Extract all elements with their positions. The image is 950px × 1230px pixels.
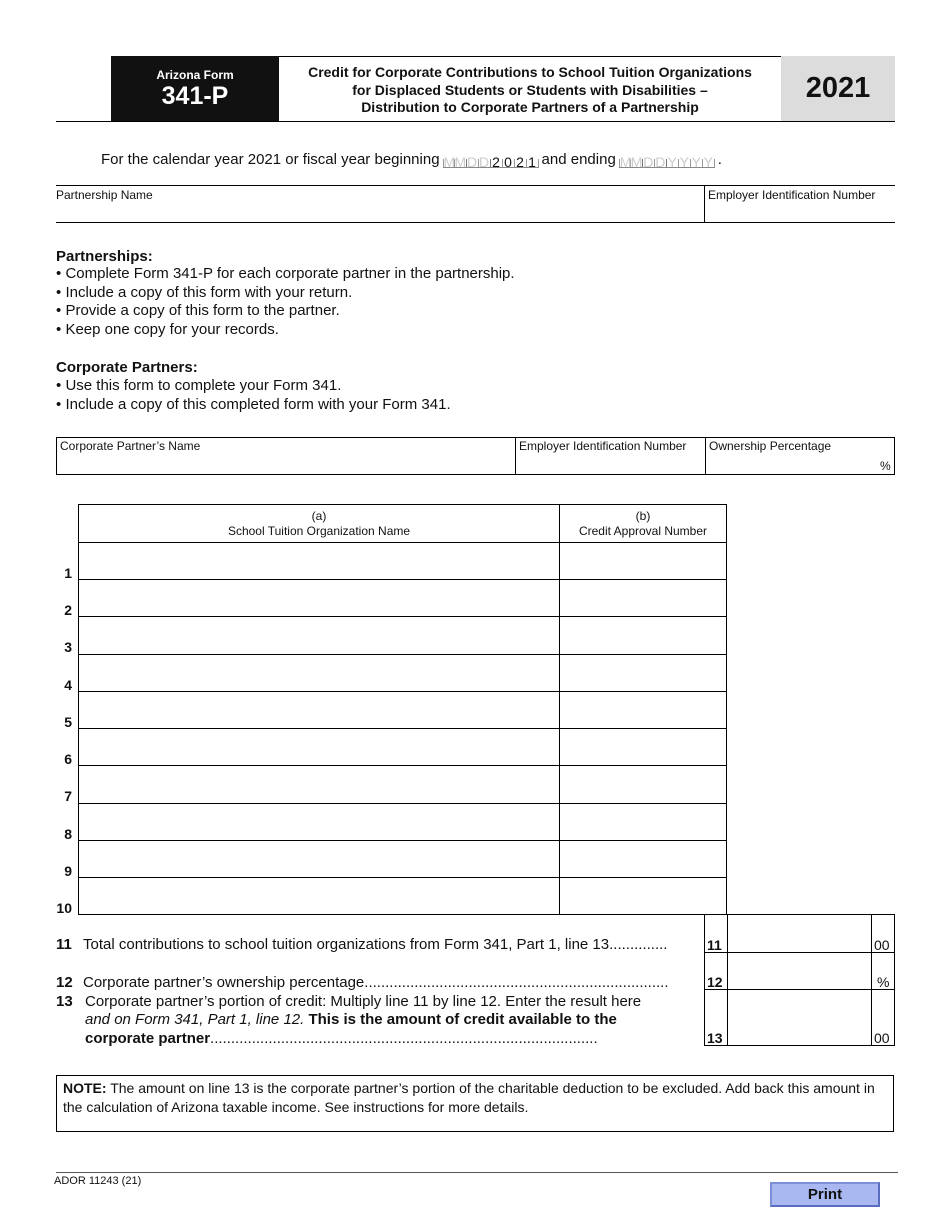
begin-year-4: 1	[527, 159, 539, 167]
line-12-dots: .........................................................................	[364, 974, 669, 991]
line-12-percent-input[interactable]	[728, 953, 870, 988]
line-13-bold-end: corporate partner	[85, 1030, 211, 1047]
row-number: 4	[64, 677, 72, 693]
begin-year-3: 2	[515, 159, 527, 167]
cp-divider-2	[705, 438, 706, 475]
cp-ein-field[interactable]	[519, 439, 703, 473]
line-13-italic: and on Form 341, Part 1, line 12.	[85, 1011, 305, 1028]
list-item-text: Use this form to complete your Form 341.	[65, 377, 342, 394]
corporate-heading: Corporate Partners:	[56, 359, 198, 376]
end-day-1: D	[643, 153, 654, 170]
row-number: 1	[64, 565, 72, 581]
line-12-label	[83, 974, 690, 991]
list-item-text: Keep one copy for your records.	[65, 321, 279, 339]
end-year-1: Y	[667, 153, 677, 170]
row-7-org-input[interactable]	[79, 765, 558, 802]
calendar-prefix: For the calendar year 2021 or fiscal year beginning	[101, 151, 440, 168]
line-12-text: Corporate partner’s ownership percentage	[83, 974, 365, 991]
partnership-top-rule	[56, 185, 895, 186]
cp-percent-sign: %	[880, 459, 891, 473]
begin-month-2: M	[454, 153, 467, 170]
calendar-suffix: .	[717, 151, 722, 168]
line-11-dots: ..............	[609, 936, 668, 953]
row-8-approval-input[interactable]	[560, 803, 726, 839]
cp-divider-1	[515, 438, 516, 475]
list-item	[56, 302, 515, 321]
corporate-list	[56, 377, 451, 414]
form-id: ADOR 11243 (21)	[54, 1175, 142, 1187]
list-item	[56, 265, 515, 284]
line-12-box-number: 12	[707, 974, 723, 990]
row-2-org-input[interactable]	[79, 579, 558, 615]
end-month-2: M	[630, 153, 643, 170]
print-button[interactable]: Print	[770, 1182, 880, 1207]
title-line-3: Distribution to Corporate Partners of a Partnership	[361, 99, 699, 115]
row-number: 5	[64, 714, 72, 730]
line-11-amount-input[interactable]	[728, 915, 870, 951]
line-11-number: 11	[56, 936, 72, 953]
partnerships-list	[56, 265, 515, 340]
begin-year-1: 2	[491, 159, 503, 167]
cp-ein-label: Employer Identification Number	[519, 439, 687, 453]
amount-rule-13	[704, 1045, 895, 1046]
begin-day-1: D	[466, 153, 478, 170]
form-label: Arizona Form	[156, 68, 234, 82]
amount-col-cents	[871, 914, 872, 1045]
calendar-middle: and ending	[541, 151, 616, 168]
row-3-approval-input[interactable]	[560, 616, 726, 653]
bullet: •	[56, 395, 62, 413]
col-b-title: Credit Approval Number	[578, 524, 708, 538]
list-item-text: Include a copy of this completed form with your Form 341.	[65, 395, 451, 413]
bullet: •	[56, 321, 62, 339]
col-a-header	[79, 509, 559, 539]
row-10-org-input[interactable]	[79, 877, 558, 914]
line-13-cents: 00	[874, 1030, 890, 1046]
amount-col-left	[704, 914, 705, 1045]
bullet: •	[56, 265, 62, 282]
bullet: •	[56, 283, 62, 301]
row-7-approval-input[interactable]	[560, 765, 726, 802]
line-13-number: 13	[56, 993, 73, 1010]
end-day-2: D	[655, 153, 666, 170]
partnership-bottom-rule	[56, 222, 895, 223]
partnerships-heading: Partnerships:	[56, 248, 153, 265]
corporate-partner-box	[56, 437, 895, 475]
row-1-org-input[interactable]	[79, 542, 558, 578]
line-11-text: Total contributions to school tuition organizations from Form 341, Part 1, line 13	[83, 936, 610, 953]
line-13-text-3	[85, 1030, 690, 1047]
row-3-org-input[interactable]	[79, 616, 558, 653]
line-13-amount-input[interactable]	[728, 990, 870, 1044]
list-item	[56, 377, 451, 396]
begin-month-1: M	[443, 153, 456, 170]
row-10-approval-input[interactable]	[560, 877, 726, 914]
list-item	[56, 396, 451, 415]
partnership-name-field[interactable]	[56, 188, 696, 220]
row-6-org-input[interactable]	[79, 728, 558, 764]
end-year-4: Y	[703, 153, 713, 170]
row-number: 3	[64, 639, 72, 655]
row-4-org-input[interactable]	[79, 654, 558, 690]
form-number: 341-P	[161, 82, 229, 110]
cp-ownership-field[interactable]	[709, 439, 893, 473]
col-b-letter: (b)	[635, 509, 651, 523]
row-4-approval-input[interactable]	[560, 654, 726, 690]
line-11-box-number: 11	[707, 937, 722, 953]
list-item	[56, 284, 515, 303]
header-divider	[56, 121, 895, 122]
row-1-approval-input[interactable]	[560, 542, 726, 578]
title-line-1: Credit for Corporate Contributions to School Tuition Organizations	[308, 64, 752, 80]
line-13-text-1: Corporate partner’s portion of credit: Multiply line 11 by line 12. Enter the result here	[85, 993, 642, 1010]
begin-date-field[interactable]	[443, 152, 539, 168]
bullet: •	[56, 302, 62, 320]
list-item-text: Include a copy of this form with your return.	[65, 283, 353, 301]
begin-day-2: D	[478, 153, 490, 170]
row-2-approval-input[interactable]	[560, 579, 726, 615]
form-title	[279, 56, 781, 121]
row-number: 7	[64, 788, 72, 804]
col-a-title: School Tuition Organization Name	[227, 524, 411, 538]
line-13-bold: This is the amount of credit available to the	[304, 1011, 617, 1028]
end-month-1: M	[619, 153, 632, 170]
cp-name-label: Corporate Partner’s Name	[60, 439, 201, 453]
calendar-line	[101, 151, 722, 168]
line-12-number: 12	[56, 974, 73, 991]
line-13-text-2	[85, 1011, 617, 1028]
line-11-cents: 00	[874, 937, 890, 953]
tax-year: 2021	[781, 56, 895, 121]
begin-year-2: 0	[503, 159, 515, 167]
col-a-letter: (a)	[311, 509, 327, 523]
row-9-org-input[interactable]	[79, 840, 558, 876]
note-box	[56, 1075, 894, 1132]
cp-ownership-label: Ownership Percentage	[709, 439, 832, 453]
line-13-dots: .............................................................................................	[210, 1030, 598, 1047]
row-5-org-input[interactable]	[79, 691, 558, 727]
end-year-3: Y	[691, 153, 701, 170]
partnership-divider	[704, 185, 705, 222]
line-11-label	[83, 936, 690, 953]
row-number: 2	[64, 602, 72, 618]
bullet: •	[56, 377, 62, 394]
cp-name-field[interactable]	[60, 439, 510, 473]
amount-col-right	[894, 914, 895, 1045]
partnership-ein-field[interactable]	[708, 188, 894, 220]
row-number: 9	[64, 863, 72, 879]
note-label: NOTE:	[63, 1080, 107, 1096]
row-number: 6	[64, 751, 72, 767]
row-6-approval-input[interactable]	[560, 728, 726, 764]
list-item-text: Provide a copy of this form to the partner.	[65, 302, 340, 320]
row-9-approval-input[interactable]	[560, 840, 726, 876]
partnership-ein-label: Employer Identification Number	[708, 188, 876, 202]
title-line-2: for Displaced Students or Students with Disabilities –	[352, 81, 708, 98]
note-text: The amount on line 13 is the corporate partner’s portion of the charitable deduction to be excluded. Add back this amount in the calculation of Arizona taxable income. See instructions for more details.	[63, 1080, 875, 1115]
partnership-name-label: Partnership Name	[56, 188, 153, 202]
line-13-box-number: 13	[707, 1030, 723, 1046]
end-year-2: Y	[679, 153, 689, 170]
end-date-field[interactable]	[619, 152, 715, 168]
col-b-header	[560, 509, 726, 539]
row-number: 8	[64, 826, 72, 842]
row-8-org-input[interactable]	[79, 803, 558, 839]
row-number: 10	[56, 900, 72, 916]
form-number-box	[111, 56, 279, 121]
line-12-percent-sign: %	[877, 974, 890, 990]
footer-divider	[56, 1172, 898, 1173]
list-item-text: Complete Form 341-P for each corporate partner in the partnership.	[65, 265, 515, 282]
row-5-approval-input[interactable]	[560, 691, 726, 727]
list-item	[56, 321, 515, 340]
